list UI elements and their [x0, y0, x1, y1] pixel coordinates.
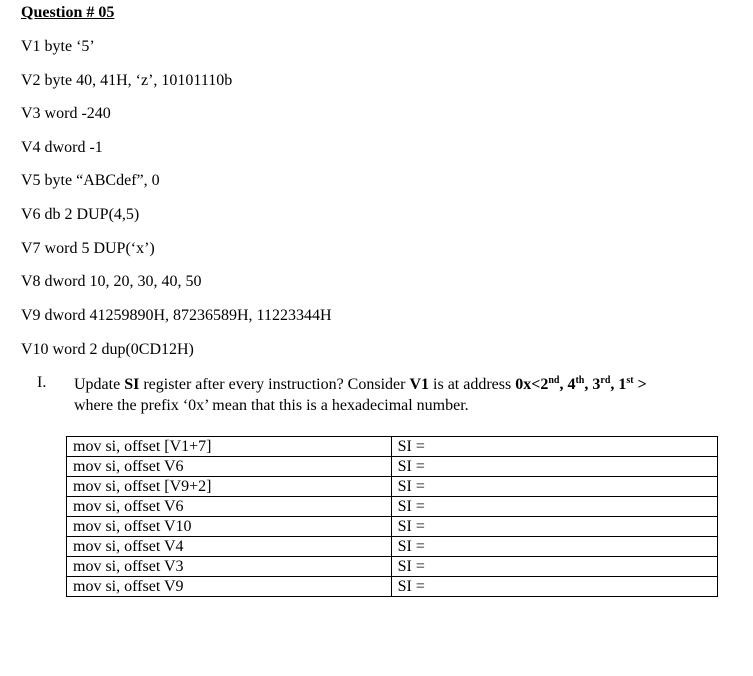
declaration-v10: V10 word 2 dup(0CD12H): [21, 341, 194, 358]
address-prefix: 0x<2: [515, 376, 549, 393]
question-text-line2: where the prefix ‘0x’ mean that this is a hexadecimal number.: [74, 397, 469, 414]
address-expression: [515, 376, 647, 393]
superscript-nd: nd: [548, 375, 560, 386]
si-answer-cell[interactable]: SI =: [391, 537, 717, 557]
declaration-v2: V2 byte 40, 41H, ‘z’, 10101110b: [21, 72, 233, 89]
declaration-v6: V6 db 2 DUP(4,5): [21, 206, 140, 223]
declaration-v8: V8 dword 10, 20, 30, 40, 50: [21, 273, 202, 290]
address-mid-3: , 1: [610, 376, 627, 393]
question-text-part3: is at address: [429, 376, 516, 393]
declaration-v1: V1 byte ‘5’: [21, 38, 95, 55]
instruction-cell: mov si, offset V10: [67, 517, 392, 537]
si-answer-cell[interactable]: SI =: [391, 577, 717, 597]
superscript-rd: rd: [600, 375, 611, 386]
register-name: SI: [124, 376, 140, 393]
table-row: [67, 517, 718, 537]
question-text-part2: register after every instruction? Consider: [139, 376, 410, 393]
address-mid-2: , 3: [584, 376, 601, 393]
table-row: [67, 557, 718, 577]
si-answer-cell[interactable]: SI =: [391, 497, 717, 517]
table-row: [67, 577, 718, 597]
table-row: [67, 477, 718, 497]
instruction-cell: mov si, offset V6: [67, 457, 392, 477]
declaration-v9: V9 dword 41259890H, 87236589H, 11223344H: [21, 307, 332, 324]
question-number: I.: [37, 374, 47, 391]
declaration-v7: V7 word 5 DUP(‘x’): [21, 240, 155, 257]
superscript-st: st: [626, 375, 634, 386]
table-row: [67, 497, 718, 517]
table-row: [67, 437, 718, 457]
si-register-table: [66, 436, 718, 597]
table-row: [67, 537, 718, 557]
address-end: >: [633, 376, 647, 393]
declaration-v4: V4 dword -1: [21, 139, 103, 156]
address-mid-1: , 4: [559, 376, 576, 393]
si-answer-cell[interactable]: SI =: [391, 557, 717, 577]
si-answer-cell[interactable]: SI =: [391, 517, 717, 537]
instruction-cell: mov si, offset V4: [67, 537, 392, 557]
si-answer-cell[interactable]: SI =: [391, 437, 717, 457]
instruction-cell: mov si, offset V9: [67, 577, 392, 597]
question-heading: Question # 05: [21, 4, 115, 21]
variable-name: V1: [409, 376, 430, 393]
si-answer-cell[interactable]: SI =: [391, 457, 717, 477]
question-text-part1: Update: [74, 376, 125, 393]
declaration-v5: V5 byte “ABCdef”, 0: [21, 172, 160, 189]
instruction-cell: mov si, offset [V1+7]: [67, 437, 392, 457]
table-row: [67, 457, 718, 477]
instruction-cell: mov si, offset V6: [67, 497, 392, 517]
declaration-v3: V3 word -240: [21, 105, 111, 122]
question-text: [74, 374, 734, 416]
instruction-cell: mov si, offset [V9+2]: [67, 477, 392, 497]
instruction-cell: mov si, offset V3: [67, 557, 392, 577]
si-answer-cell[interactable]: SI =: [391, 477, 717, 497]
superscript-th: th: [575, 375, 585, 386]
